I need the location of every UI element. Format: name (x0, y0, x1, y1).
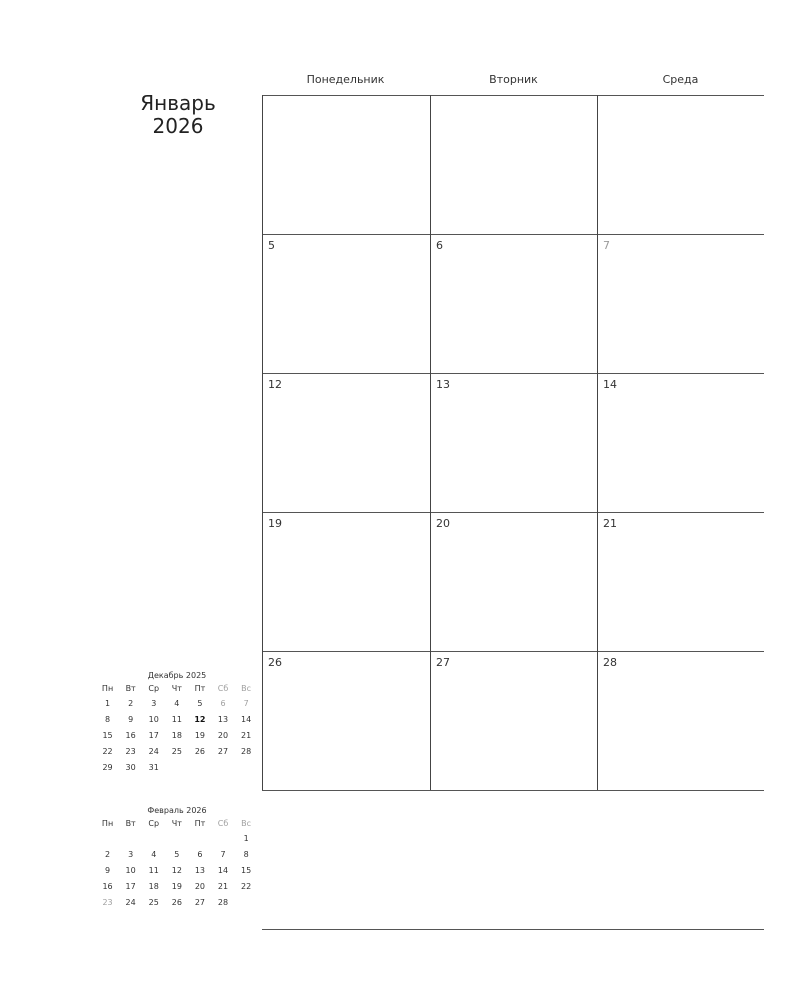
mini-day[interactable]: 19 (194, 731, 206, 740)
mini-day[interactable]: 31 (148, 763, 159, 772)
mini-calendar-title: Декабрь 2025 (147, 671, 207, 680)
day-cell[interactable] (262, 790, 429, 929)
mini-day-empty (188, 831, 211, 847)
day-cell[interactable] (430, 651, 597, 790)
mini-day[interactable]: 12 (194, 715, 206, 724)
mini-day[interactable]: 10 (148, 715, 159, 724)
mini-weekday-label: Пт (194, 819, 206, 828)
mini-weekday-label: Пн (101, 819, 114, 828)
mini-day[interactable]: 7 (243, 699, 249, 708)
mini-day[interactable]: 14 (217, 866, 229, 875)
day-cell[interactable] (430, 373, 597, 512)
mini-day[interactable]: 10 (125, 866, 136, 875)
day-number: 19 (268, 517, 282, 530)
mini-day-empty (165, 760, 188, 776)
mini-day[interactable]: 23 (125, 747, 136, 756)
mini-day[interactable]: 26 (194, 747, 206, 756)
mini-day[interactable]: 16 (102, 882, 113, 891)
mini-day[interactable]: 29 (102, 763, 113, 772)
mini-day[interactable]: 28 (217, 898, 229, 907)
day-cell[interactable] (597, 95, 764, 234)
mini-day[interactable]: 22 (241, 882, 252, 891)
mini-day[interactable]: 11 (148, 866, 159, 875)
mini-day[interactable]: 25 (171, 747, 182, 756)
mini-weekday-label: Вс (241, 684, 252, 693)
mini-weekday-label: Пн (101, 684, 114, 693)
day-cell[interactable] (430, 790, 597, 929)
mini-weekday-label: Пт (194, 684, 206, 693)
day-cell[interactable] (262, 234, 429, 373)
mini-day-empty (165, 831, 188, 847)
mini-day[interactable]: 1 (105, 699, 111, 708)
mini-day-empty (235, 895, 258, 911)
day-cell[interactable] (262, 373, 429, 512)
month-title (118, 92, 238, 138)
mini-day[interactable]: 14 (241, 715, 252, 724)
mini-calendar-grid (96, 817, 258, 911)
mini-day-empty (119, 831, 142, 847)
mini-day[interactable]: 18 (148, 882, 159, 891)
day-cell[interactable] (430, 234, 597, 373)
mini-weekday-label: Чт (171, 684, 182, 693)
day-cell[interactable] (597, 373, 764, 512)
day-cell[interactable] (430, 95, 597, 234)
day-cell[interactable] (262, 95, 429, 234)
mini-calendar-title: Февраль 2026 (147, 806, 207, 815)
month-name: Январь (140, 91, 216, 115)
day-number: 7 (603, 239, 610, 252)
day-number: 27 (436, 656, 450, 669)
day-header-tue: Вторник (489, 73, 538, 86)
mini-day[interactable]: 27 (194, 898, 206, 907)
mini-day[interactable]: 1 (243, 834, 249, 843)
mini-weekday-label: Вт (125, 819, 136, 828)
mini-day[interactable]: 16 (125, 731, 136, 740)
mini-day[interactable]: 17 (148, 731, 159, 740)
day-number: 26 (268, 656, 282, 669)
mini-day-empty (188, 760, 211, 776)
mini-day[interactable]: 23 (102, 898, 113, 907)
mini-day[interactable]: 15 (102, 731, 113, 740)
day-cell[interactable] (262, 512, 429, 651)
mini-day[interactable]: 13 (194, 866, 206, 875)
mini-day[interactable]: 5 (197, 699, 203, 708)
mini-day-empty (211, 760, 234, 776)
mini-day[interactable]: 24 (125, 898, 136, 907)
mini-day[interactable]: 22 (102, 747, 113, 756)
mini-day[interactable]: 21 (217, 882, 229, 891)
mini-day[interactable]: 6 (220, 699, 226, 708)
mini-day[interactable]: 30 (125, 763, 136, 772)
mini-weekday-label: Ср (148, 819, 160, 828)
mini-calendar-december (96, 670, 258, 776)
mini-day[interactable]: 8 (243, 850, 249, 859)
day-cell[interactable] (262, 651, 429, 790)
mini-day[interactable]: 9 (105, 866, 111, 875)
mini-day[interactable]: 5 (174, 850, 180, 859)
mini-day[interactable]: 6 (197, 850, 203, 859)
grid-row-line (262, 929, 764, 930)
mini-day[interactable]: 25 (148, 898, 159, 907)
day-number: 12 (268, 378, 282, 391)
day-number: 14 (603, 378, 617, 391)
day-number: 13 (436, 378, 450, 391)
mini-day[interactable]: 21 (241, 731, 252, 740)
mini-day[interactable]: 28 (241, 747, 252, 756)
month-year: 2026 (152, 114, 204, 138)
mini-day[interactable]: 8 (105, 715, 111, 724)
mini-day[interactable]: 26 (171, 898, 182, 907)
mini-day[interactable]: 20 (194, 882, 206, 891)
mini-day-empty (211, 831, 234, 847)
day-number: 20 (436, 517, 450, 530)
mini-day[interactable]: 4 (151, 850, 157, 859)
mini-day[interactable]: 2 (105, 850, 111, 859)
mini-day[interactable]: 15 (241, 866, 252, 875)
mini-weekday-label: Вс (241, 819, 252, 828)
mini-day-empty (235, 760, 258, 776)
day-cell[interactable] (597, 512, 764, 651)
day-cell[interactable] (597, 790, 764, 929)
mini-calendar-grid (96, 682, 258, 776)
mini-day[interactable]: 20 (217, 731, 229, 740)
mini-day[interactable]: 3 (151, 699, 157, 708)
mini-day[interactable]: 24 (148, 747, 159, 756)
mini-day-empty (142, 831, 165, 847)
mini-day[interactable]: 7 (220, 850, 226, 859)
mini-weekday-label: Чт (171, 819, 182, 828)
day-number: 6 (436, 239, 443, 252)
mini-weekday-label: Вт (125, 684, 136, 693)
mini-weekday-label: Сб (217, 819, 229, 828)
day-cell[interactable] (597, 234, 764, 373)
day-header-wed: Среда (662, 73, 699, 86)
day-header-mon: Понедельник (306, 73, 385, 86)
mini-day[interactable]: 9 (128, 715, 134, 724)
mini-day[interactable]: 2 (128, 699, 134, 708)
day-number: 5 (268, 239, 275, 252)
day-number: 21 (603, 517, 617, 530)
mini-day[interactable]: 3 (128, 850, 134, 859)
mini-day[interactable]: 11 (171, 715, 182, 724)
mini-calendar-february (96, 805, 258, 911)
mini-weekday-label: Сб (217, 684, 229, 693)
mini-day[interactable]: 18 (171, 731, 182, 740)
mini-day[interactable]: 17 (125, 882, 136, 891)
day-cell[interactable] (597, 651, 764, 790)
day-cell[interactable] (430, 512, 597, 651)
mini-day[interactable]: 13 (217, 715, 229, 724)
day-number: 28 (603, 656, 617, 669)
mini-day[interactable]: 4 (174, 699, 180, 708)
mini-weekday-label: Ср (148, 684, 160, 693)
mini-day[interactable]: 12 (171, 866, 182, 875)
mini-day-empty (96, 831, 119, 847)
mini-day[interactable]: 19 (171, 882, 182, 891)
mini-day[interactable]: 27 (217, 747, 229, 756)
